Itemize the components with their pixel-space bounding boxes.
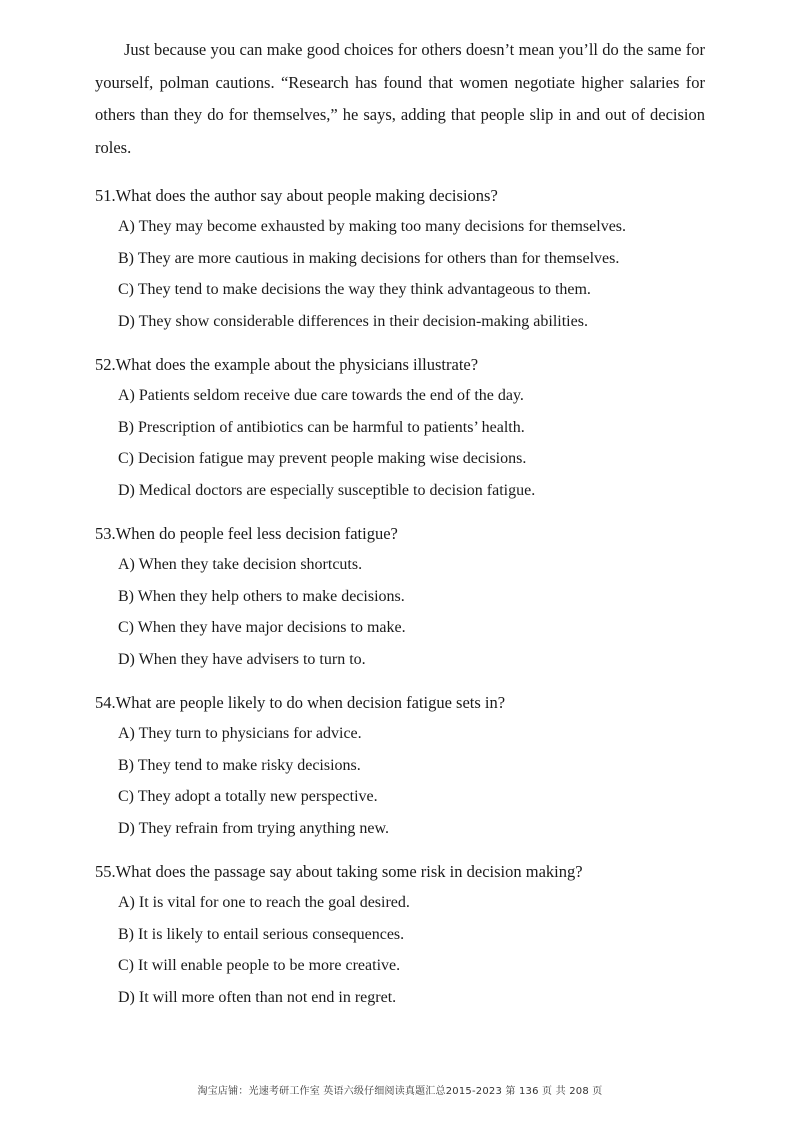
question-stem: 53.When do people feel less decision fatigue? [95, 524, 398, 543]
question-52 [95, 349, 735, 506]
question-stem: 52.What does the example about the physicians illustrate? [95, 355, 479, 374]
option-c: C) It will enable people to be more creative. [118, 957, 401, 974]
option-c: C) Decision fatigue may prevent people making wise decisions. [118, 450, 527, 467]
option-list [95, 549, 735, 675]
option-d: D) It will more often than not end in regret. [118, 988, 397, 1006]
option-list [95, 211, 735, 337]
option-d: D) They refrain from trying anything new. [118, 819, 390, 837]
question-53 [95, 518, 735, 675]
option-a: A) They may become exhausted by making too many decisions for themselves. [118, 218, 627, 235]
option-list [95, 380, 735, 506]
option-b: B) It is likely to entail serious consequences. [118, 925, 405, 943]
passage-paragraph: Just because you can make good choices for others doesn’t mean you’ll do the same for yourself, polman cautions. “Research has found that women negotiate higher salaries for others than they do for themselves,” he says, adding that people slip in and out of decision roles. [95, 40, 705, 157]
option-list [95, 718, 735, 844]
option-d: D) Medical doctors are especially susceptible to decision fatigue. [118, 481, 536, 499]
question-55 [95, 856, 735, 1013]
question-stem: 55.What does the passage say about taking some risk in decision making? [95, 862, 583, 881]
option-a: A) It is vital for one to reach the goal desired. [118, 894, 410, 911]
option-b: B) Prescription of antibiotics can be harmful to patients’ health. [118, 418, 525, 436]
option-b: B) They tend to make risky decisions. [118, 756, 361, 774]
option-a: A) They turn to physicians for advice. [118, 725, 362, 742]
question-stem: 51.What does the author say about people making decisions? [95, 186, 498, 205]
option-b: B) When they help others to make decisions. [118, 587, 405, 605]
page-footer: 淘宝店铺：光速考研工作室 英语六级仔细阅读真题汇总2015-2023 第 136 页 共 208 页 [197, 1086, 603, 1097]
question-51 [95, 180, 735, 337]
question-stem: 54.What are people likely to do when decision fatigue sets in? [95, 693, 506, 712]
option-b: B) They are more cautious in making decisions for others than for themselves. [118, 249, 620, 267]
option-c: C) They tend to make decisions the way they think advantageous to them. [118, 281, 591, 298]
question-list [95, 180, 735, 1013]
question-54 [95, 687, 735, 844]
option-a: A) Patients seldom receive due care towards the end of the day. [118, 387, 524, 404]
option-a: A) When they take decision shortcuts. [118, 556, 363, 573]
option-d: D) When they have advisers to turn to. [118, 650, 366, 668]
option-d: D) They show considerable differences in their decision-making abilities. [118, 312, 588, 330]
option-c: C) They adopt a totally new perspective. [118, 788, 378, 805]
option-list [95, 887, 735, 1013]
option-c: C) When they have major decisions to make. [118, 619, 406, 636]
